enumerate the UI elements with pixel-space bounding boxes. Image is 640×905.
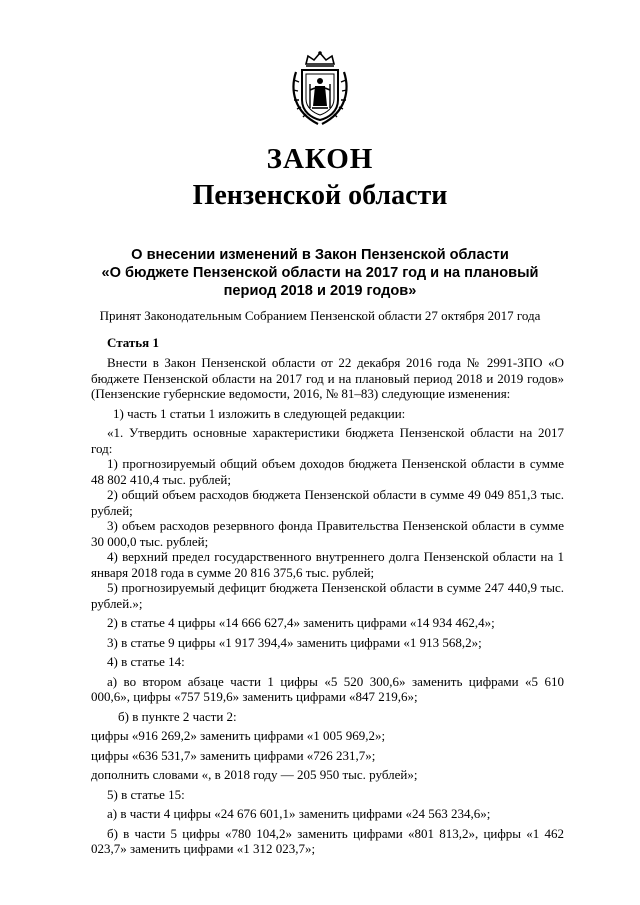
- article-body: [91, 355, 564, 857]
- subject-line: период 2018 и 2019 годов»: [223, 283, 417, 299]
- paragraph: Внести в Закон Пензенской области от 22 декабря 2016 года № 2991-ЗПО «О бюджете Пензенской области на 2017 год и на плановый период 2018 и 2019 годов» (Пензенские губернские ведомости, 2016, № 81–83) следующие изменения:: [91, 355, 564, 401]
- paragraph: 3) объем расходов резервного фонда Правительства Пензенской области в сумме 30 000,0 тыс. рублей;: [91, 518, 564, 549]
- adoption-note: Принят Законодательным Собранием Пензенской области 27 октября 2017 года: [99, 308, 541, 323]
- subject-line: «О бюджете Пензенской области на 2017 год и на плановый: [101, 265, 539, 281]
- paragraph: цифры «636 531,7» заменить цифрами «726 231,7»;: [91, 747, 376, 763]
- paragraph: 3) в статье 9 цифры «1 917 394,4» заменить цифрами «1 913 568,2»;: [107, 634, 482, 650]
- paragraph: 4) верхний предел государственного внутреннего долга Пензенской области на 1 января 2018 года в сумме 20 816 375,6 тыс. рублей;: [91, 549, 564, 580]
- paragraph: «1. Утвердить основные характеристики бюджета Пензенской области на 2017 год:: [91, 425, 564, 456]
- region-title: Пензенской области: [192, 180, 448, 211]
- paragraph: а) во втором абзаце части 1 цифры «5 520 300,6» заменить цифрами «5 610 000,6», цифры «757 519,6» заменить цифрами «847 219,6»;: [91, 673, 564, 704]
- paragraph: 1) часть 1 статьи 1 изложить в следующей редакции:: [113, 405, 406, 421]
- paragraph: цифры «916 269,2» заменить цифрами «1 005 969,2»;: [91, 728, 386, 743]
- paragraph: 5) прогнозируемый дефицит бюджета Пензенской области в сумме 247 440,9 тыс. рублей.»;: [91, 580, 564, 611]
- subject-line: О внесении изменений в Закон Пензенской области: [131, 247, 509, 263]
- paragraph: 2) общий объем расходов бюджета Пензенской области в сумме 49 049 851,3 тыс. рублей;: [91, 487, 564, 518]
- article-title: Статья 1: [107, 335, 159, 350]
- paragraph: 4) в статье 14:: [107, 654, 185, 669]
- coat-of-arms-emblem: [288, 50, 352, 128]
- paragraph: 2) в статье 4 цифры «14 666 627,4» заменить цифрами «14 934 462,4»;: [107, 615, 495, 630]
- paragraph: 1) прогнозируемый общий объем доходов бюджета Пензенской области в сумме 48 802 410,4 тыс. рублей;: [91, 456, 564, 487]
- paragraph: б) в части 5 цифры «780 104,2» заменить цифрами «801 813,2», цифры «1 462 023,7» заменить цифрами «1 312 023,7»;: [91, 825, 564, 856]
- paragraph: 5) в статье 15:: [107, 786, 185, 802]
- paragraph: дополнить словами «, в 2018 году — 205 950 тыс. рублей»;: [91, 767, 418, 782]
- paragraph: б) в пункте 2 части 2:: [118, 708, 237, 724]
- law-subject-heading: [60, 246, 580, 300]
- document-type-title: ЗАКОН: [266, 143, 374, 175]
- paragraph: а) в части 4 цифры «24 676 601,1» заменить цифрами «24 563 234,6»;: [107, 806, 491, 821]
